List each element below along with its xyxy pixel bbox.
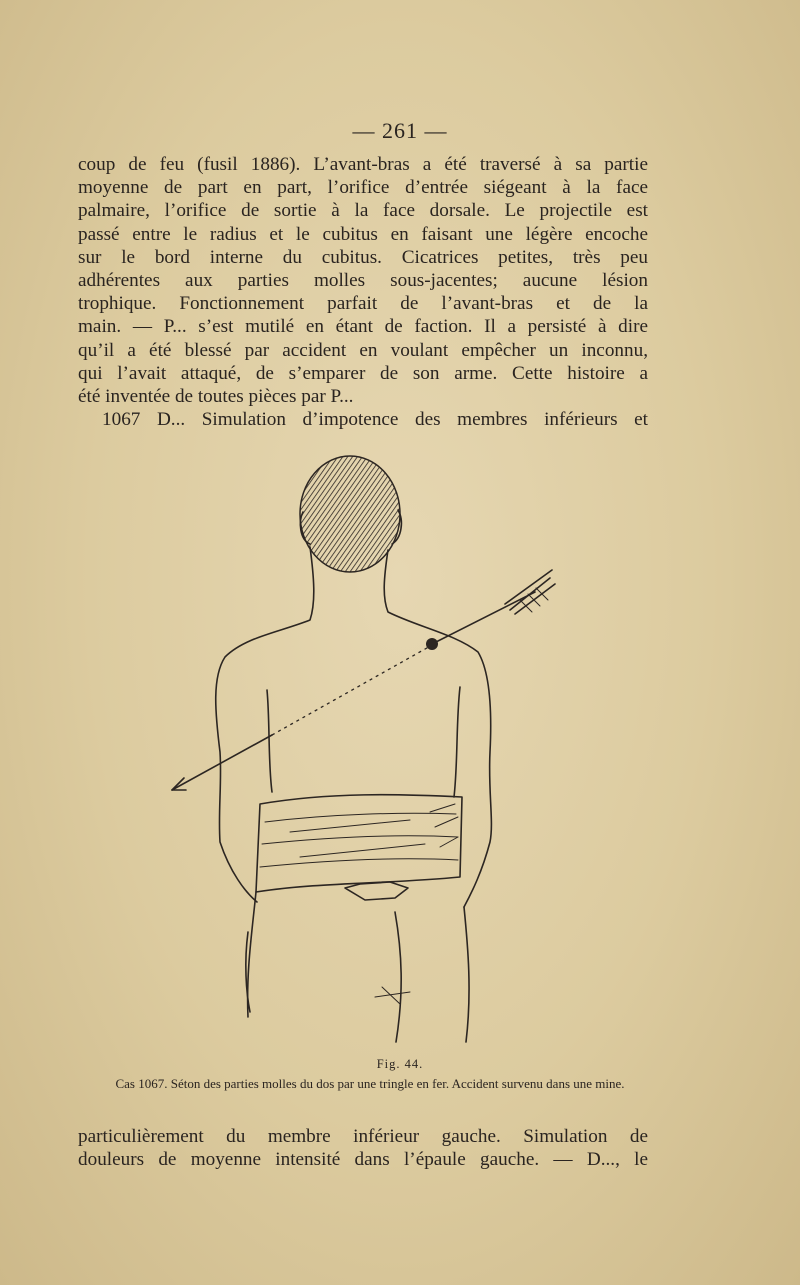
text-line: adhérentes aux parties molles sous-jacentes; aucune lésion	[78, 270, 648, 292]
text-line: passé entre le radius et le cubitus en faisant une légère encoche	[78, 223, 648, 245]
figure-back-with-rod	[160, 452, 580, 1057]
page-number: — 261 —	[352, 118, 448, 143]
text-line: trophique. Fonctionnement parfait de l’avant-bras et de la	[78, 293, 648, 315]
torso-illustration	[216, 547, 492, 1042]
text-line-indented: 1067 D... Simulation d’impotence des membres inférieurs et	[102, 409, 648, 431]
text-line: moyenne de part en part, l’orifice d’entrée siégeant à la face	[78, 177, 648, 199]
text-line: été inventée de toutes pièces par P...	[78, 386, 354, 408]
figure-label: Fig. 44.	[376, 1057, 424, 1071]
text-line: main. — P... s’est mutilé en étant de faction. Il a persisté à dire	[78, 316, 648, 338]
text-line: qu’il a été blessé par accident en voulant empêcher un inconnu,	[78, 339, 648, 361]
figure-caption: Cas 1067. Séton des parties molles du dos par une tringle en fer. Accident survenu dans une mine.	[115, 1076, 625, 1091]
text-line: sur le bord interne du cubitus. Cicatrices petites, très peu	[78, 246, 648, 268]
paragraph-top	[78, 153, 648, 431]
text-line: coup de feu (fusil 1886). L’avant-bras a été traversé à sa partie	[78, 154, 648, 175]
text-line: particulièrement du membre inférieur gauche. Simulation de	[78, 1126, 648, 1147]
text-line: douleurs de moyenne intensité dans l’épaule gauche. — D..., le	[78, 1149, 648, 1171]
paragraph-bottom	[78, 1125, 648, 1171]
rod-illustration	[172, 570, 555, 790]
head-illustration	[300, 456, 401, 572]
text-line: qui l’avait attaqué, de s’emparer de son arme. Cette histoire a	[78, 362, 648, 384]
text-line: palmaire, l’orifice de sortie à la face dorsale. Le projectile est	[78, 200, 648, 222]
